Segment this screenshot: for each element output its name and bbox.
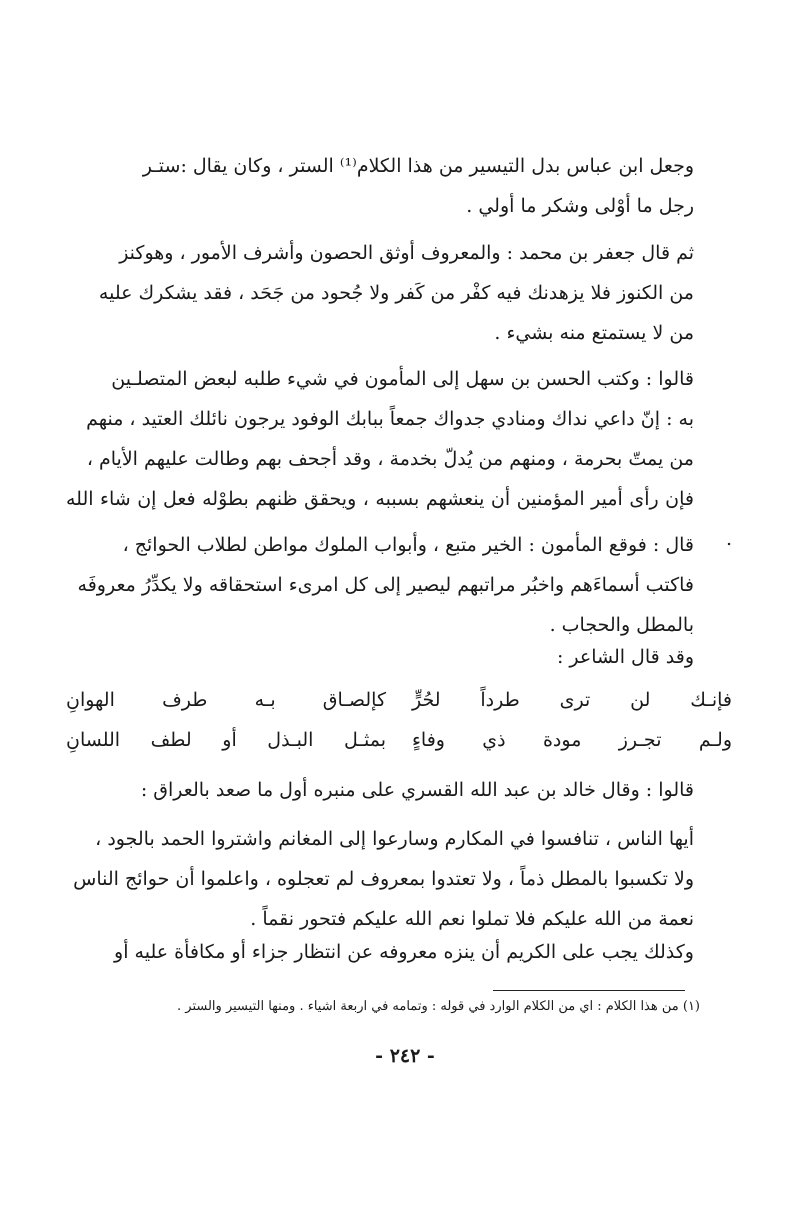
- text-line: قال : فوقع المأمون : الخير متبع ، وأبواب الملوك مواطن لطلاب الحوائج ،: [122, 534, 694, 556]
- text-line: من لا يستمتع منه بشيء .: [494, 322, 694, 344]
- paragraph-mamun-reply: [66, 525, 732, 645]
- text-line: بالمطل والحجاب .: [549, 614, 694, 636]
- paragraph-khalid-speech: [66, 819, 732, 939]
- text-line: فإن رأى أمير المؤمنين أن ينعشهم بسببه ، ويحقق ظنهم بطوْله فعل إن شاء الله .: [66, 488, 732, 550]
- poem-verse: [66, 680, 732, 720]
- text-line: وجعل ابن عباس بدل التيسير من هذا الكلام⁽¹⁾ الستر ، وكان يقال :ستـر: [142, 155, 694, 177]
- footnote: (١) من هذا الكلام : اي من الكلام الوارد في قوله : وتمامه في اربعة اشياء . ومنها التيسير والستر .: [177, 999, 700, 1014]
- page-number: - ٢٤٢ -: [375, 1045, 435, 1067]
- text-line: وكذلك يجب على الكريم أن ينزه معروفه عن انتظار جزاء أو مكافأة عليه أو: [114, 941, 694, 963]
- text-line: رجل ما أوْلى وشكر ما أولي .: [466, 195, 694, 217]
- footnote-divider: [493, 990, 685, 991]
- poem: [66, 680, 732, 760]
- text-line: ولا تكسبوا بالمطل ذماً ، ولا تعتدوا بمعروف لم تعجلوه ، واعلموا أن حوائج الناس: [73, 868, 694, 890]
- text-line: أيها الناس ، تنافسوا في المكارم وسارعوا إلى المغانم واشتروا الحمد بالجود ،: [95, 828, 694, 850]
- text-line: ثم قال جعفر بن محمد : والمعروف أوثق الحصون وأشرف الأمور ، وهوكنز: [119, 242, 694, 264]
- paragraph-generous: [66, 932, 732, 972]
- text-line: نعمة من الله عليكم فلا تملوا نعم الله عليكم فتحور نقماً .: [250, 908, 694, 930]
- verse-first-hemistich: ولـم تجـرز مودة ذي وفاءٍ: [412, 729, 732, 751]
- poet-intro: [66, 637, 732, 677]
- text-line: قالوا : وكتب الحسن بن سهل إلى المأمون في شيء طلبه لبعض المتصلـين: [111, 368, 694, 390]
- paragraph-jafar: [66, 233, 732, 353]
- paragraph-ibn-abbas: [66, 146, 732, 226]
- text-line: به : إنّ داعي نداك ومنادي جدواك جمعاً ببابك الوفود يرجون نائلك العتيد ، منهم: [86, 408, 694, 430]
- text-line: من يمتّ بحرمة ، ومنهم من يُدلّ بخدمة ، وقد أجحف بهم وطالت عليهم الأيام ،: [86, 448, 694, 470]
- text-line: من الكنوز فلا يزهدنك فيه كفْر من كَفر ولا جُحود من جَحَد ، فقد يشكرك عليه: [98, 282, 694, 304]
- text-line: قالوا : وقال خالد بن عبد الله القسري على منبره أول ما صعد بالعراق :: [140, 779, 694, 801]
- verse-second-hemistich: كإلصـاق بـه طرف الهوانِ: [66, 689, 386, 711]
- text-line: وقد قال الشاعر :: [556, 646, 694, 668]
- poem-verse: [66, 720, 732, 760]
- verse-first-hemistich: فإنـك لن ترى طرداً لحُرٍّ: [412, 689, 732, 711]
- verse-second-hemistich: بمثـل البـذل أو لطف اللسانِ: [66, 729, 386, 751]
- paragraph-khalid-intro: [66, 770, 732, 810]
- text-line: فاكتب أسماءَهم واخبُر مراتبهم ليصير إلى كل امرىء استحقاقه ولا يكدِّرُ معروفَه: [77, 574, 694, 596]
